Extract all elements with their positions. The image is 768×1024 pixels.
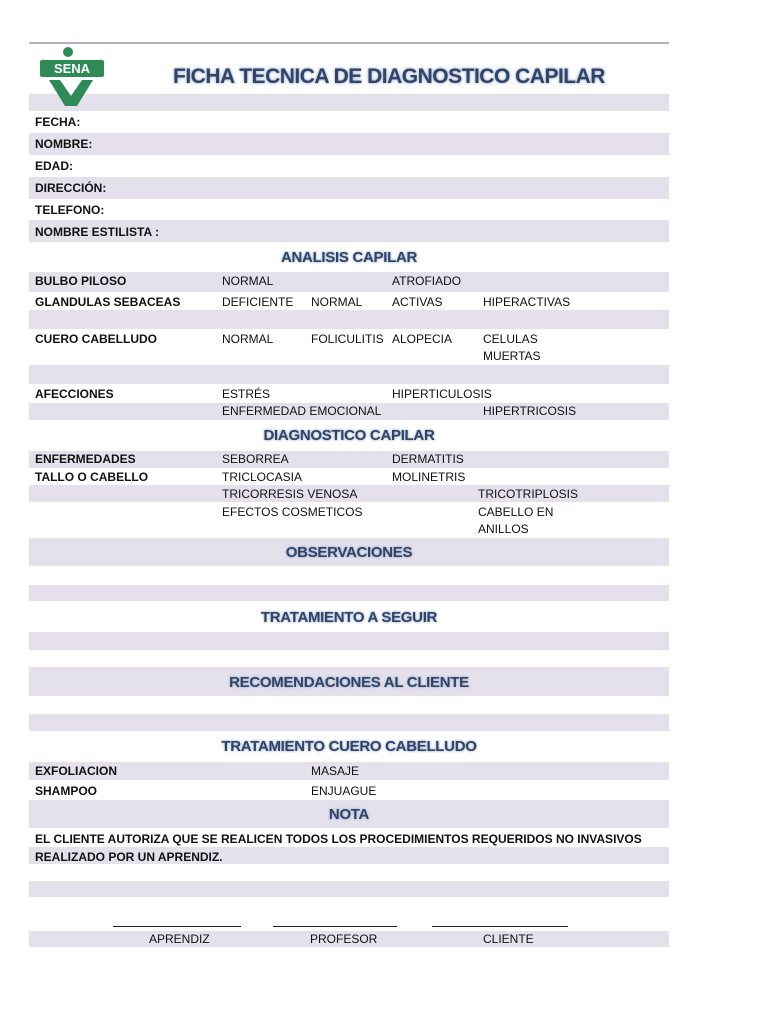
option-enjuague: ENJUAGUE — [311, 784, 377, 798]
field-nombre: NOMBRE: — [35, 137, 93, 151]
section-heading-analisis: ANALISIS CAPILAR — [280, 249, 418, 266]
section-heading-observaciones: OBSERVACIONES — [285, 544, 413, 561]
section-heading-diagnostico: DIAGNOSTICO CAPILAR — [263, 427, 435, 444]
label-tallo-o-cabello: TALLO O CABELLO — [35, 470, 149, 484]
option-foliculitis: FOLICULITIS — [311, 332, 384, 346]
option-tricotriplosis: TRICOTRIPLOSIS — [478, 487, 579, 501]
option-cabello-en-anillos-line1: CABELLO EN — [478, 505, 554, 519]
option-estres: ESTRÉS — [222, 387, 271, 401]
section-heading-tratamiento-cuero: TRATAMIENTO CUERO CABELLUDO — [221, 738, 477, 755]
label-bulbo-piloso: BULBO PILOSO — [35, 274, 127, 288]
option-cabello-en-anillos-line2: ANILLOS — [478, 522, 529, 536]
signature-label-cliente: CLIENTE — [483, 932, 534, 946]
signature-label-aprendiz: APRENDIZ — [149, 932, 210, 946]
signature-line-aprendiz — [113, 926, 241, 927]
label-afecciones: AFECCIONES — [35, 387, 114, 401]
band — [29, 310, 669, 329]
signature-line-profesor — [273, 926, 397, 927]
band — [29, 585, 669, 601]
label-shampoo: SHAMPOO — [35, 784, 98, 798]
band — [29, 881, 669, 897]
form-title: FICHA TECNICA DE DIAGNOSTICO CAPILAR — [173, 65, 605, 88]
option-triclocasia: TRICLOCASIA — [222, 470, 303, 484]
field-fecha: FECHA: — [35, 115, 81, 129]
signature-line-cliente — [432, 926, 568, 927]
band — [29, 133, 669, 155]
field-telefono: TELEFONO: — [35, 203, 105, 217]
top-rule — [29, 42, 669, 44]
label-enfermedades: ENFERMEDADES — [35, 452, 136, 466]
band — [29, 632, 669, 650]
option-alopecia: ALOPECIA — [392, 332, 453, 346]
option-efectos-cosmeticos: EFECTOS COSMETICOS — [222, 505, 363, 519]
band — [29, 714, 669, 731]
nota-line-1: EL CLIENTE AUTORIZA QUE SE REALICEN TODOS LOS PROCEDIMIENTOS REQUERIDOS NO INVASIVOS — [35, 832, 642, 846]
section-heading-recomendaciones: RECOMENDACIONES AL CLIENTE — [229, 674, 469, 691]
option-enfermedad-emocional: ENFERMEDAD EMOCIONAL — [222, 404, 382, 418]
nota-line-2: REALIZADO POR UN APRENDIZ. — [35, 850, 223, 864]
option-celulas-muertas-line1: CELULAS — [483, 332, 538, 346]
option-normal: NORMAL — [222, 332, 274, 346]
sena-logo — [37, 46, 109, 110]
band — [29, 177, 669, 199]
section-heading-tratamiento: TRATAMIENTO A SEGUIR — [260, 609, 438, 626]
option-dermatitis: DERMATITIS — [392, 452, 464, 466]
signature-label-profesor: PROFESOR — [310, 932, 378, 946]
field-direccion: DIRECCIÓN: — [35, 181, 107, 195]
option-normal: NORMAL — [222, 274, 274, 288]
logo-text: SENA — [53, 61, 91, 76]
option-deficiente: DEFICIENTE — [222, 295, 294, 309]
option-molinetris: MOLINETRIS — [392, 470, 466, 484]
band — [29, 365, 669, 384]
diagnosis-form — [29, 42, 669, 1002]
option-masaje: MASAJE — [311, 764, 360, 778]
label-cuero-cabelludo: CUERO CABELLUDO — [35, 332, 157, 346]
label-glandulas-sebaceas: GLANDULAS SEBACEAS — [35, 295, 181, 309]
option-activas: ACTIVAS — [392, 295, 443, 309]
option-celulas-muertas-line2: MUERTAS — [483, 349, 541, 363]
option-normal: NORMAL — [311, 295, 363, 309]
option-atrofiado: ATROFIADO — [392, 274, 462, 288]
field-nombre-estilista: NOMBRE ESTILISTA : — [35, 225, 159, 239]
option-hiperticulosis: HIPERTICULOSIS — [392, 387, 492, 401]
band — [29, 94, 669, 111]
option-seborrea: SEBORREA — [222, 452, 289, 466]
field-edad: EDAD: — [35, 159, 73, 173]
option-hipertricosis: HIPERTRICOSIS — [483, 404, 577, 418]
option-tricorresis-venosa: TRICORRESIS VENOSA — [222, 487, 358, 501]
option-hiperactivas: HIPERACTIVAS — [483, 295, 571, 309]
section-heading-nota: NOTA — [328, 806, 370, 823]
label-exfoliacion: EXFOLIACION — [35, 764, 118, 778]
